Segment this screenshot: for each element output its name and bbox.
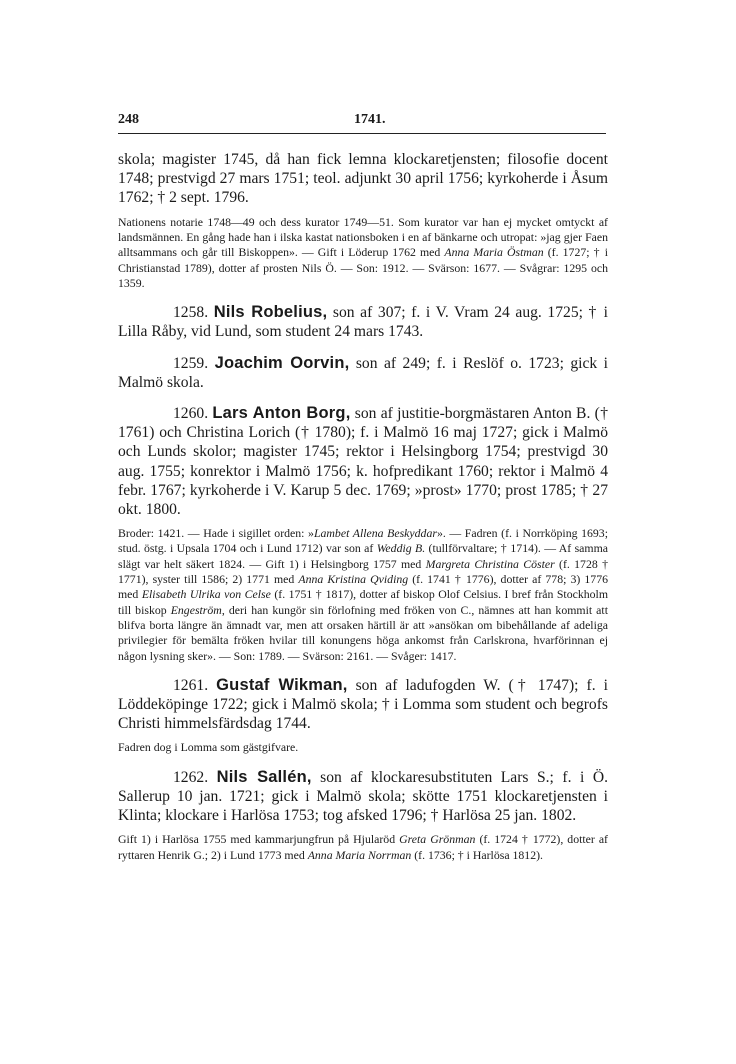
header-rule	[118, 133, 606, 134]
entry-name: Nils Robelius,	[213, 303, 328, 322]
entry-name: Lars Anton Borg,	[212, 403, 351, 422]
entry-1259: 1259. Joachim Oorvin, son af 249; f. i Reslöf o. 1723; gick i Malmö skola.	[118, 353, 608, 391]
entry-1260: 1260. Lars Anton Borg, son af justitie-borgmästaren Anton B. († 1761) och Christina Lorich († 1780); f. i Malmö 16 maj 1727; gick i Malmö och Lunds skolor; magister 1745; rektor i Helsingborg 1754; prestvigd 30 aug. 1755; konrektor i Malmö 1756; k. hofpredikant 1760; rektor i Malmö 4 febr. 1767; kyrkoherde i V. Karup 5 dec. 1769; »prost» 1770; prost 1785; † 27 okt. 1800.	[118, 403, 608, 518]
entry-name: Joachim Oorvin,	[214, 353, 350, 372]
entry-1261-note: Fadren dog i Lomma som gästgifvare.	[118, 740, 299, 755]
entry-name: Gustaf Wikman,	[216, 675, 348, 694]
entry-continuation-text: skola; magister 1745, då han fick lemna klockaretjensten; filosofie docent 1748; prestvigd 27 mars 1751; teol. adjunkt 30 april 1756; kyrkoherde i Åsum 1762; † 2 sept. 1796.	[118, 151, 608, 207]
entry-1261: 1261. Gustaf Wikman, son af ladufogden W. († 1747); f. i Löddeköpinge 1722; gick i Malmö skola; † i Lomma som student och begrofs Christi himmelsfärdsdag 1744.	[118, 675, 608, 733]
entry-1258: 1258. Nils Robelius, son af 307; f. i V. Vram 24 aug. 1725; † i Lilla Råby, vid Lund, som student 24 mars 1743.	[118, 303, 608, 341]
page-content	[118, 150, 608, 863]
page-number: 248	[118, 112, 139, 127]
entry-1262-note: Gift 1) i Harlösa 1755 med kammarjungfrun på Hjularöd Greta Grönman (f. 1724 † 1772), dotter af ryttaren Henrik G.; 2) i Lund 1773 med Anna Maria Norrman (f. 1736; † i Harlösa 1812).	[118, 832, 608, 862]
entry-name: Nils Sallén,	[216, 767, 312, 786]
entry-1260-note: Broder: 1421. — Hade i sigillet orden: »Lambet Allena Beskyddar». — Fadren (f. i Norrköping 1693; stud. östg. i Upsala 1704 och i Lund 1712) var son af Weddig B. (tullförvaltare; † 1714). — Af samma slägt var helt säkert 1824. — Gift 1) i Helsingborg 1757 med Margreta Christina Cöster (f. 1728 † 1771), syster till 1586; 2) 1771 med Anna Kristina Qviding (f. 1741 † 1776), dotter af 778; 3) 1776 med Elisabeth Ulrika von Celse (f. 1751 † 1817), dotter af biskop Olof Celsius. I bref från Stockholm till biskop Engeström, deri han kungör sin förlofning med fröken von C., nämnes att han kommit att blifva borta längre än ämnadt var, men att orsaken härtill är att »ansökan om bibehållande af adeliga privilegier för bemälta fröken hvilar till konungens höga ankomst från Carlskrona, hvarförinnan ej någon lysning sker». — Son: 1789. — Svärson: 2161. — Svåger: 1417.	[118, 526, 608, 663]
entry-1262: 1262. Nils Sallén, son af klockaresubstituten Lars S.; f. i Ö. Sallerup 10 jan. 1721; gick i Malmö skola; skötte 1751 klockaretjensten i Klinta; klockare i Harlösa 1753; tog afsked 1796; † Harlösa 25 jan. 1802.	[118, 767, 608, 825]
page-header	[118, 112, 606, 130]
running-title-year: 1741.	[354, 112, 386, 127]
entry-continuation-note: Nationens notarie 1748—49 och dess kurator 1749—51. Som kurator var han ej mycket omtyckt af landsmännen. En gång hade han i ilska kastat nationsboken i en af bänkarne och utropat: »jag gjer Faen alltsammans och går till Biskoppen». — Gift i Löderup 1762 med Anna Maria Östman (f. 1727; † i Christianstad 1789), dotter af prosten Nils Ö. — Son: 1912. — Svärson: 1677. — Svågrar: 1295 och 1359.	[118, 214, 609, 290]
